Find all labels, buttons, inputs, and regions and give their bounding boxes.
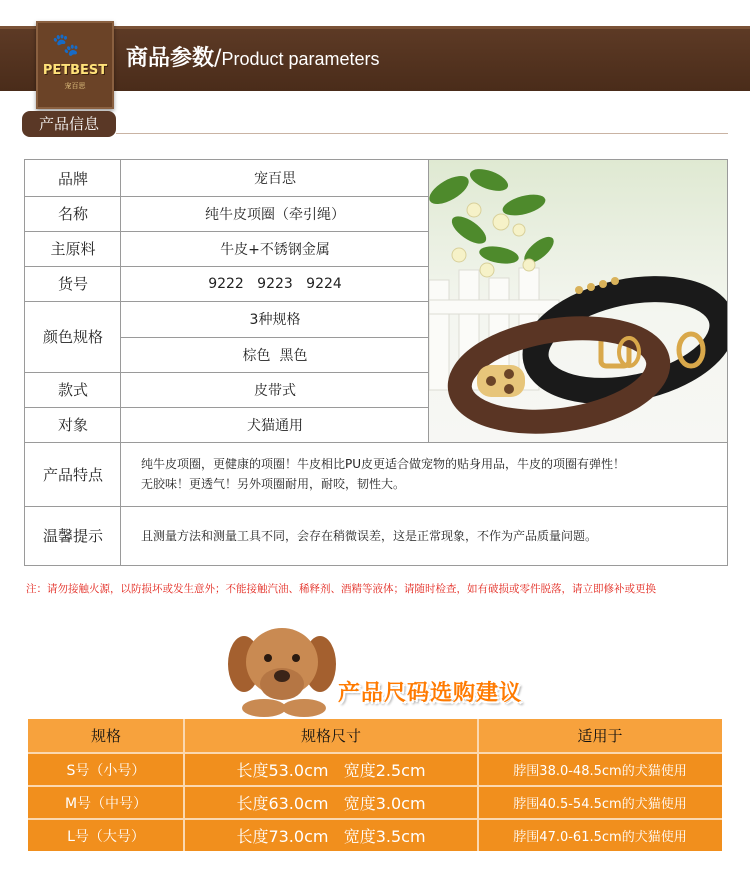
header-size: 规格 (90, 727, 121, 745)
row-size: M号（中号） (64, 795, 148, 812)
paw-icon: 🐾 (52, 33, 77, 58)
row-fit: 脖围40.5-54.5cm的犬猫使用 (513, 797, 687, 812)
value-spec-colors: 棕色 黑色 (242, 347, 308, 364)
row-size: S号（小号） (66, 762, 146, 779)
table-row (28, 754, 722, 785)
row-fit: 脖围38.0-48.5cm的犬猫使用 (513, 764, 687, 779)
value-brand: 宠百思 (254, 171, 296, 187)
logo-text: PETBEST (42, 63, 108, 78)
section-tag-product-info: 产品信息 (22, 111, 116, 137)
label-tips: 温馨提示 (42, 527, 103, 545)
size-table-divider (183, 719, 185, 851)
size-table (28, 719, 722, 851)
page-title (126, 41, 380, 72)
dog-illustration (224, 622, 340, 718)
label-features: 产品特点 (42, 465, 103, 484)
brand-logo (36, 21, 114, 109)
value-name: 纯牛皮项圈（牵引绳） (205, 206, 345, 223)
label-name: 名称 (57, 205, 88, 223)
row-dimensions: 长度53.0cm 宽度2.5cm (236, 761, 426, 780)
size-guide-title: 产品尺码选购建议 (338, 681, 523, 706)
value-style: 皮带式 (254, 382, 296, 399)
product-photo (429, 160, 727, 442)
section-divider (116, 133, 728, 134)
value-spec-count: 3种规格 (249, 312, 301, 328)
label-target: 对象 (57, 416, 88, 434)
row-size: L号（大号） (67, 828, 145, 845)
label-material: 主原料 (50, 240, 96, 258)
title-chinese: 商品参数 (126, 46, 215, 71)
value-features (121, 442, 727, 506)
size-table-divider (28, 785, 722, 787)
label-sku: 货号 (57, 275, 88, 293)
title-separator: / (214, 46, 222, 71)
parameter-table (24, 159, 728, 566)
table-row (28, 820, 722, 851)
collar-illustration (429, 160, 727, 442)
size-table-divider (477, 719, 479, 851)
label-color-spec: 颜色规格 (42, 328, 103, 346)
value-tips: 且测量方法和测量工具不同，会存在稍微误差，这是正常现象，不作为产品质量问题。 (141, 528, 598, 543)
row-fit: 脖围47.0-61.5cm的犬猫使用 (513, 830, 687, 845)
label-brand: 品牌 (57, 169, 88, 188)
header-fit: 适用于 (577, 727, 623, 745)
size-table-header (28, 719, 722, 752)
row-dimensions: 长度63.0cm 宽度3.0cm (236, 794, 426, 813)
value-material: 牛皮+不锈钢金属 (220, 241, 330, 258)
title-english: Product parameters (221, 49, 380, 69)
care-notice: 注：请勿接触火源，以防损坏或发生意外；不能接触汽油、稀释剂、酒精等液体；请随时检查，如有破损或零件脱落，请立即修补或更换 (26, 583, 656, 595)
features-line-2: 无胶味！更透气！另外项圈耐用，耐咬，韧性大。 (141, 477, 406, 491)
value-sku: 9222 9223 9224 (208, 275, 342, 292)
header-dimensions: 规格尺寸 (300, 727, 361, 745)
table-row (28, 787, 722, 818)
size-table-divider (28, 752, 722, 754)
value-target: 犬猫通用 (247, 417, 303, 434)
size-table-divider (28, 818, 722, 820)
features-line-1: 纯牛皮项圈，更健康的项圈！牛皮相比PU皮更适合做宠物的贴身用品，牛皮的项圈有弹性！ (141, 457, 626, 471)
dog-picture (224, 622, 340, 718)
row-dimensions: 长度73.0cm 宽度3.5cm (236, 827, 426, 846)
label-style: 款式 (57, 381, 88, 399)
logo-subtext: 宠百思 (64, 82, 86, 90)
header-band (0, 26, 750, 91)
